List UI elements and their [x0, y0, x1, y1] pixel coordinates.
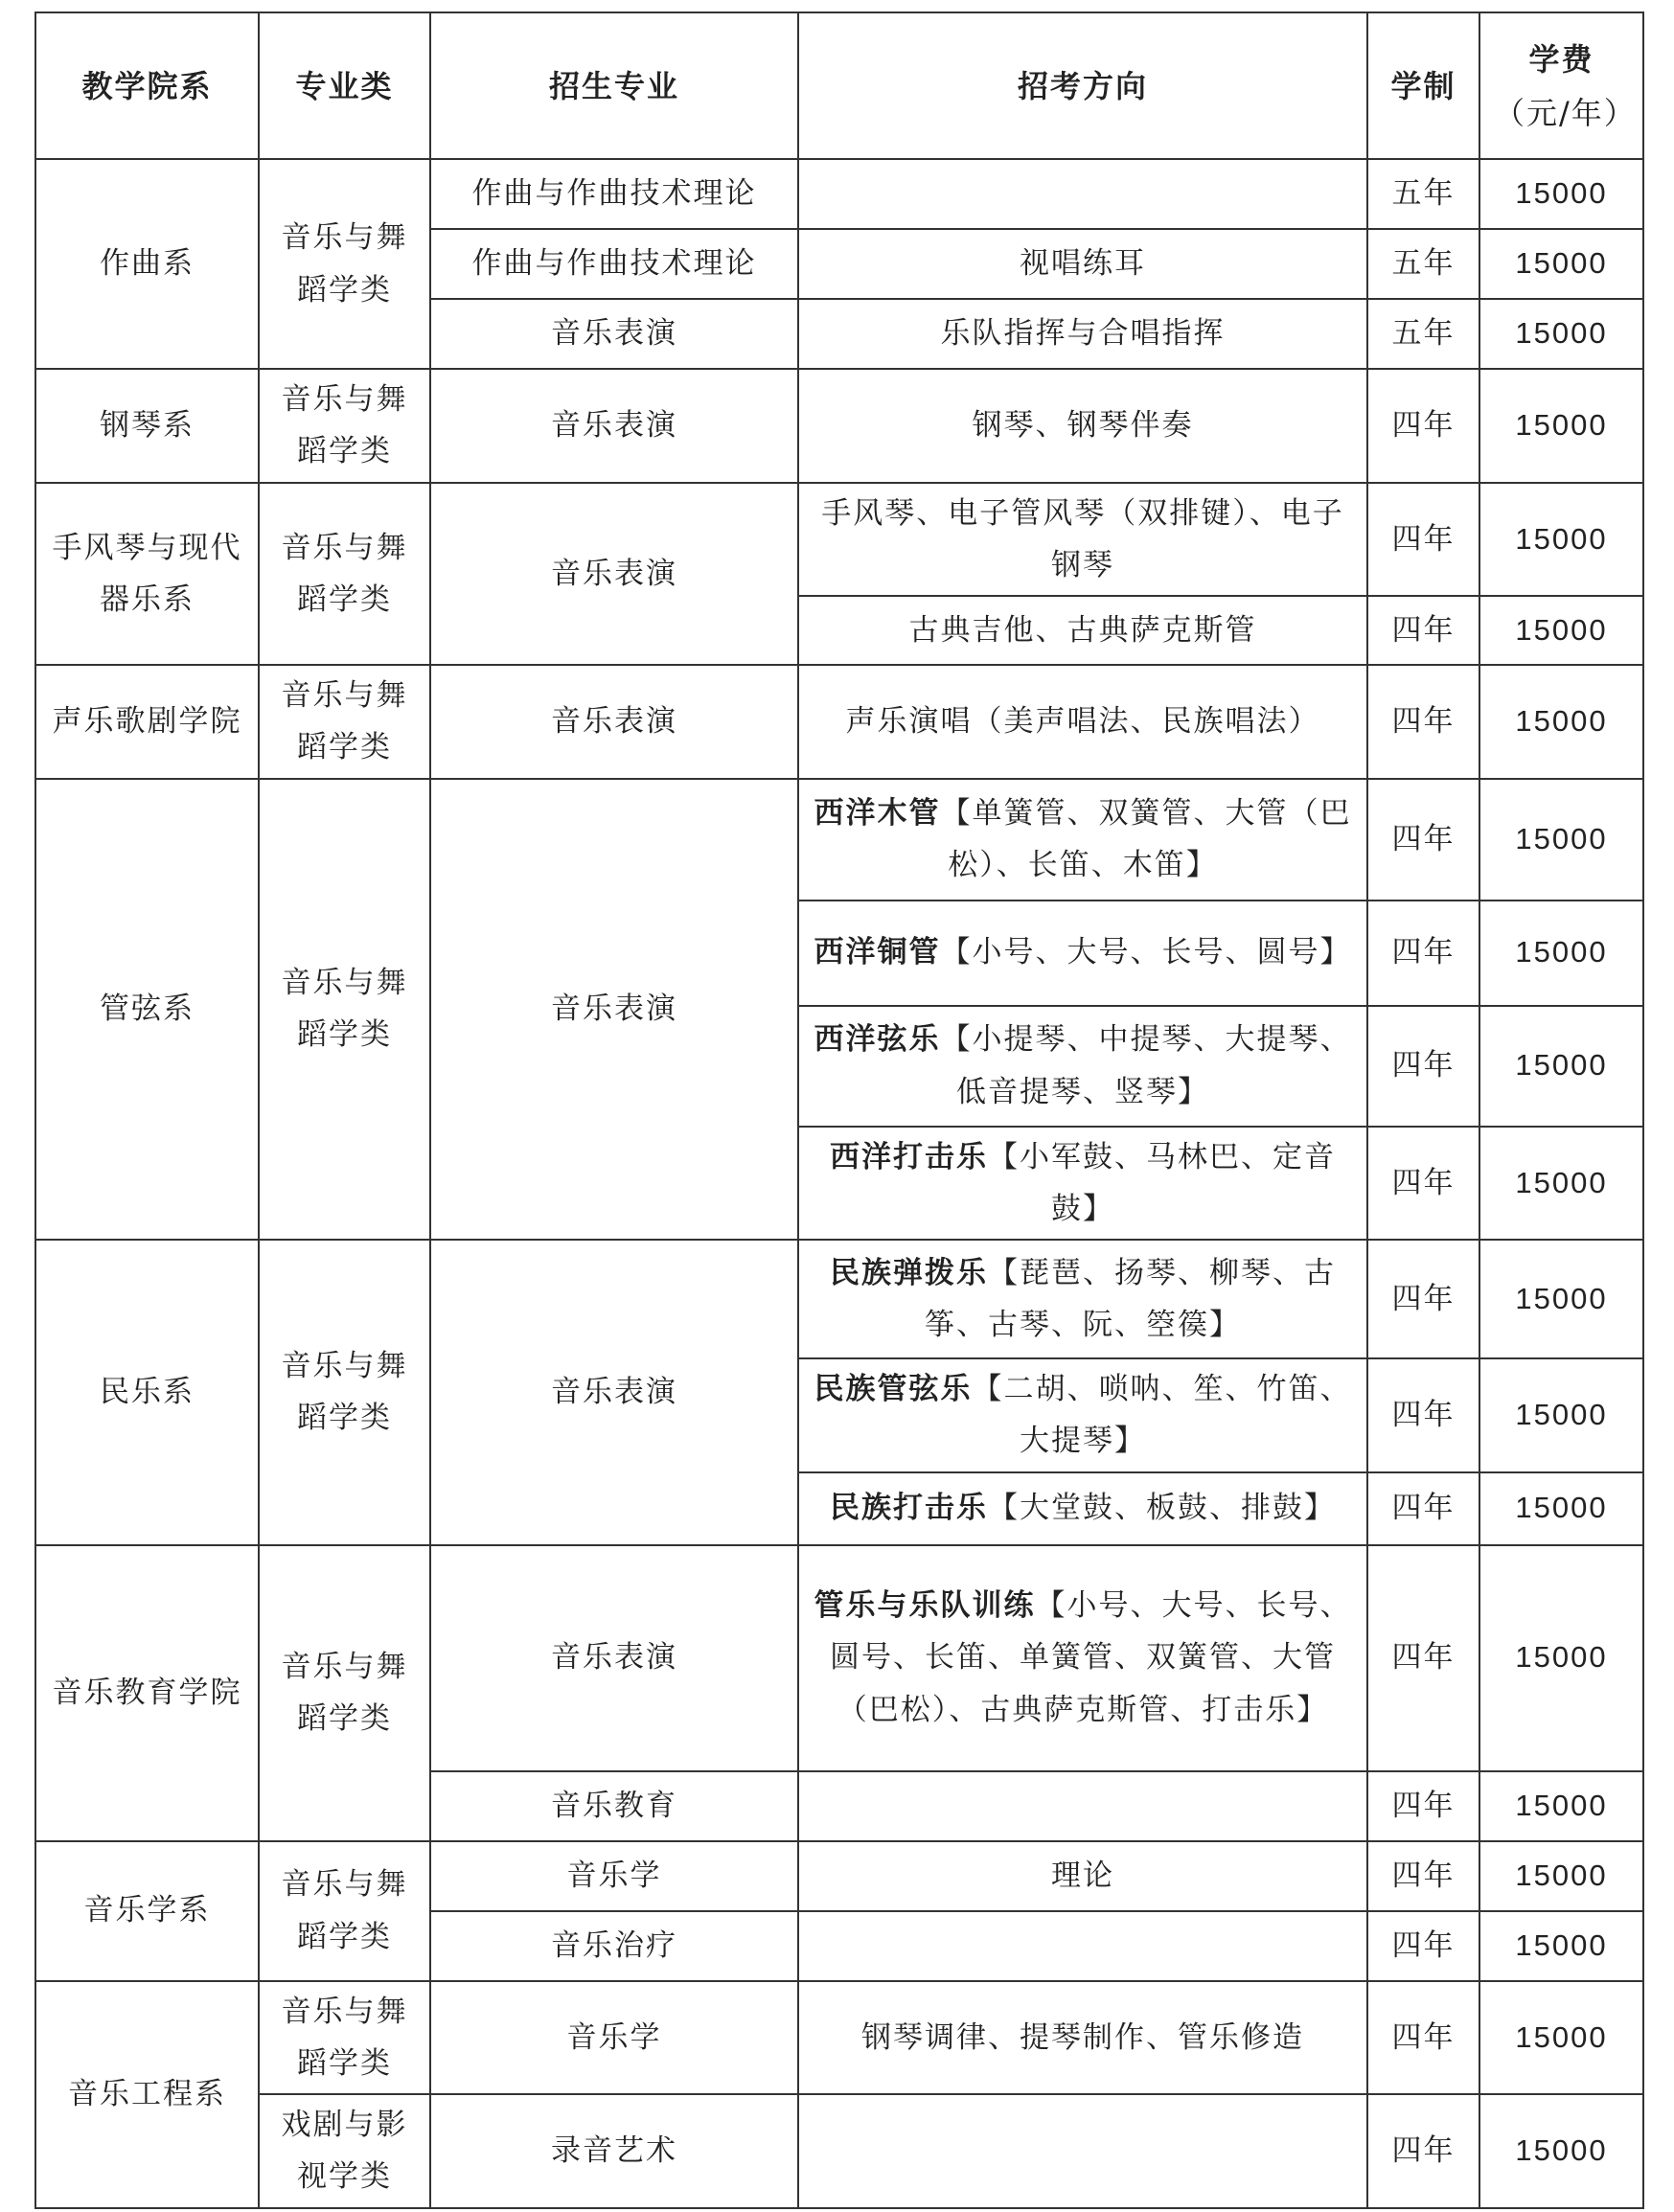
duration-cell: 四年 — [1367, 1841, 1479, 1911]
duration-cell: 五年 — [1367, 159, 1479, 229]
direction-group-label: 西洋打击乐 — [830, 1139, 988, 1174]
major-cell: 音乐表演 — [430, 1545, 798, 1771]
direction-group-label: 西洋弦乐 — [814, 1022, 941, 1058]
major-cell: 音乐表演 — [430, 779, 798, 1241]
direction-cell — [798, 1240, 1367, 1358]
fee-cell: 15000 — [1479, 1981, 1643, 2095]
category-cell: 音乐与舞蹈学类 — [259, 665, 430, 779]
major-cell: 音乐学 — [430, 1841, 798, 1911]
header-direction: 招考方向 — [798, 12, 1367, 159]
duration-cell: 五年 — [1367, 229, 1479, 299]
duration-cell: 四年 — [1367, 1358, 1479, 1472]
major-cell: 作曲与作曲技术理论 — [430, 229, 798, 299]
category-cell: 音乐与舞蹈学类 — [259, 1240, 430, 1545]
fee-cell: 15000 — [1479, 901, 1643, 1006]
direction-cell — [798, 1358, 1367, 1472]
fee-cell: 15000 — [1479, 1472, 1643, 1545]
dept-cell: 民乐系 — [35, 1240, 259, 1545]
direction-cell: 钢琴调律、提琴制作、管乐修造 — [798, 1981, 1367, 2095]
table-row — [35, 1841, 1643, 1911]
direction-cell: 古典吉他、古典萨克斯管 — [798, 596, 1367, 665]
duration-cell: 四年 — [1367, 901, 1479, 1006]
fee-cell: 15000 — [1479, 159, 1643, 229]
direction-group-label: 西洋铜管 — [814, 935, 941, 970]
major-cell: 音乐教育 — [430, 1771, 798, 1841]
direction-cell — [798, 779, 1367, 901]
direction-cell — [798, 1472, 1367, 1545]
fee-cell: 15000 — [1479, 1006, 1643, 1127]
fee-cell: 15000 — [1479, 779, 1643, 901]
dept-cell: 手风琴与现代器乐系 — [35, 483, 259, 666]
dept-cell: 声乐歌剧学院 — [35, 665, 259, 779]
major-cell: 录音艺术 — [430, 2094, 798, 2208]
header-fee-line1: 学费 — [1528, 40, 1594, 78]
header-fee-line2: （元/年） — [1494, 94, 1637, 131]
direction-group-label: 管乐与乐队训练 — [814, 1588, 1036, 1624]
dept-cell: 音乐教育学院 — [35, 1545, 259, 1841]
direction-cell — [798, 2094, 1367, 2208]
direction-cell: 视唱练耳 — [798, 229, 1367, 299]
duration-cell: 四年 — [1367, 483, 1479, 597]
fee-cell: 15000 — [1479, 1841, 1643, 1911]
fee-cell: 15000 — [1479, 1911, 1643, 1981]
duration-cell: 四年 — [1367, 1006, 1479, 1127]
fee-cell: 15000 — [1479, 1240, 1643, 1358]
fee-cell: 15000 — [1479, 1545, 1643, 1771]
table-row — [35, 1545, 1643, 1771]
fee-cell: 15000 — [1479, 483, 1643, 597]
table-row — [35, 1981, 1643, 2095]
fee-cell: 15000 — [1479, 665, 1643, 779]
duration-cell: 四年 — [1367, 665, 1479, 779]
duration-cell: 四年 — [1367, 1911, 1479, 1981]
duration-cell: 四年 — [1367, 1472, 1479, 1545]
duration-cell: 四年 — [1367, 1127, 1479, 1241]
dept-cell: 音乐工程系 — [35, 1981, 259, 2208]
header-fee — [1479, 12, 1643, 159]
direction-instruments: 【大堂鼓、板鼓、排鼓】 — [988, 1491, 1336, 1526]
direction-instruments: 【小号、大号、长号、圆号】 — [940, 935, 1352, 970]
fee-cell: 15000 — [1479, 229, 1643, 299]
major-cell: 音乐表演 — [430, 299, 798, 369]
major-cell: 音乐治疗 — [430, 1911, 798, 1981]
category-cell: 戏剧与影视学类 — [259, 2094, 430, 2208]
fee-cell: 15000 — [1479, 1127, 1643, 1241]
duration-cell: 四年 — [1367, 1771, 1479, 1841]
header-duration: 学制 — [1367, 12, 1479, 159]
header-dept: 教学院系 — [35, 12, 259, 159]
header-major: 招生专业 — [430, 12, 798, 159]
duration-cell: 五年 — [1367, 299, 1479, 369]
fee-cell: 15000 — [1479, 1771, 1643, 1841]
duration-cell: 四年 — [1367, 596, 1479, 665]
direction-group-label: 民族管弦乐 — [814, 1372, 973, 1406]
direction-cell — [798, 901, 1367, 1006]
category-cell: 音乐与舞蹈学类 — [259, 1545, 430, 1841]
category-cell: 音乐与舞蹈学类 — [259, 369, 430, 483]
direction-group-label: 民族打击乐 — [830, 1491, 988, 1526]
major-cell: 音乐表演 — [430, 369, 798, 483]
direction-cell: 钢琴、钢琴伴奏 — [798, 369, 1367, 483]
category-cell: 音乐与舞蹈学类 — [259, 159, 430, 369]
direction-cell — [798, 1545, 1367, 1771]
dept-cell: 作曲系 — [35, 159, 259, 369]
table-row — [35, 665, 1643, 779]
duration-cell: 四年 — [1367, 2094, 1479, 2208]
fee-cell: 15000 — [1479, 2094, 1643, 2208]
direction-instruments: 【琵琶、扬琴、柳琴、古筝、古琴、阮、箜篌】 — [925, 1255, 1336, 1342]
fee-cell: 15000 — [1479, 369, 1643, 483]
table-row — [35, 1240, 1643, 1358]
header-row — [35, 12, 1643, 159]
duration-cell: 四年 — [1367, 1240, 1479, 1358]
direction-cell: 声乐演唱（美声唱法、民族唱法） — [798, 665, 1367, 779]
direction-cell — [798, 1127, 1367, 1241]
dept-cell: 钢琴系 — [35, 369, 259, 483]
major-cell: 音乐表演 — [430, 1240, 798, 1545]
direction-group-label: 民族弹拨乐 — [830, 1255, 988, 1290]
fee-cell: 15000 — [1479, 1358, 1643, 1472]
dept-cell: 音乐学系 — [35, 1841, 259, 1981]
table-row — [35, 2094, 1643, 2208]
major-cell: 音乐表演 — [430, 483, 798, 666]
duration-cell: 四年 — [1367, 1981, 1479, 2095]
table-row — [35, 369, 1643, 483]
table-row — [35, 159, 1643, 229]
dept-cell: 管弦系 — [35, 779, 259, 1241]
direction-instruments: 【二胡、唢呐、笙、竹笛、大提琴】 — [972, 1372, 1352, 1459]
direction-cell — [798, 1771, 1367, 1841]
direction-group-label: 西洋木管 — [814, 795, 941, 831]
admissions-table — [34, 11, 1644, 2209]
category-cell: 音乐与舞蹈学类 — [259, 779, 430, 1241]
direction-cell — [798, 1911, 1367, 1981]
direction-instruments: 【小军鼓、马林巴、定音鼓】 — [988, 1139, 1336, 1226]
direction-cell: 理论 — [798, 1841, 1367, 1911]
direction-cell: 手风琴、电子管风琴（双排键）、电子钢琴 — [798, 483, 1367, 597]
direction-instruments: 【小提琴、中提琴、大提琴、低音提琴、竖琴】 — [940, 1022, 1352, 1109]
duration-cell: 四年 — [1367, 779, 1479, 901]
table-row — [35, 779, 1643, 901]
fee-cell: 15000 — [1479, 596, 1643, 665]
category-cell: 音乐与舞蹈学类 — [259, 1981, 430, 2095]
table-row — [35, 483, 1643, 597]
direction-cell — [798, 159, 1367, 229]
direction-cell — [798, 1006, 1367, 1127]
direction-instruments: 【小号、大号、长号、圆号、长笛、单簧管、双簧管、大管（巴松）、古典萨克斯管、打击乐】 — [830, 1588, 1352, 1727]
direction-instruments: 【单簧管、双簧管、大管（巴松）、长笛、木笛】 — [940, 795, 1352, 882]
duration-cell: 四年 — [1367, 1545, 1479, 1771]
major-cell: 音乐表演 — [430, 665, 798, 779]
category-cell: 音乐与舞蹈学类 — [259, 483, 430, 666]
major-cell: 音乐学 — [430, 1981, 798, 2095]
category-cell: 音乐与舞蹈学类 — [259, 1841, 430, 1981]
major-cell: 作曲与作曲技术理论 — [430, 159, 798, 229]
direction-cell: 乐队指挥与合唱指挥 — [798, 299, 1367, 369]
duration-cell: 四年 — [1367, 369, 1479, 483]
header-category: 专业类 — [259, 12, 430, 159]
fee-cell: 15000 — [1479, 299, 1643, 369]
